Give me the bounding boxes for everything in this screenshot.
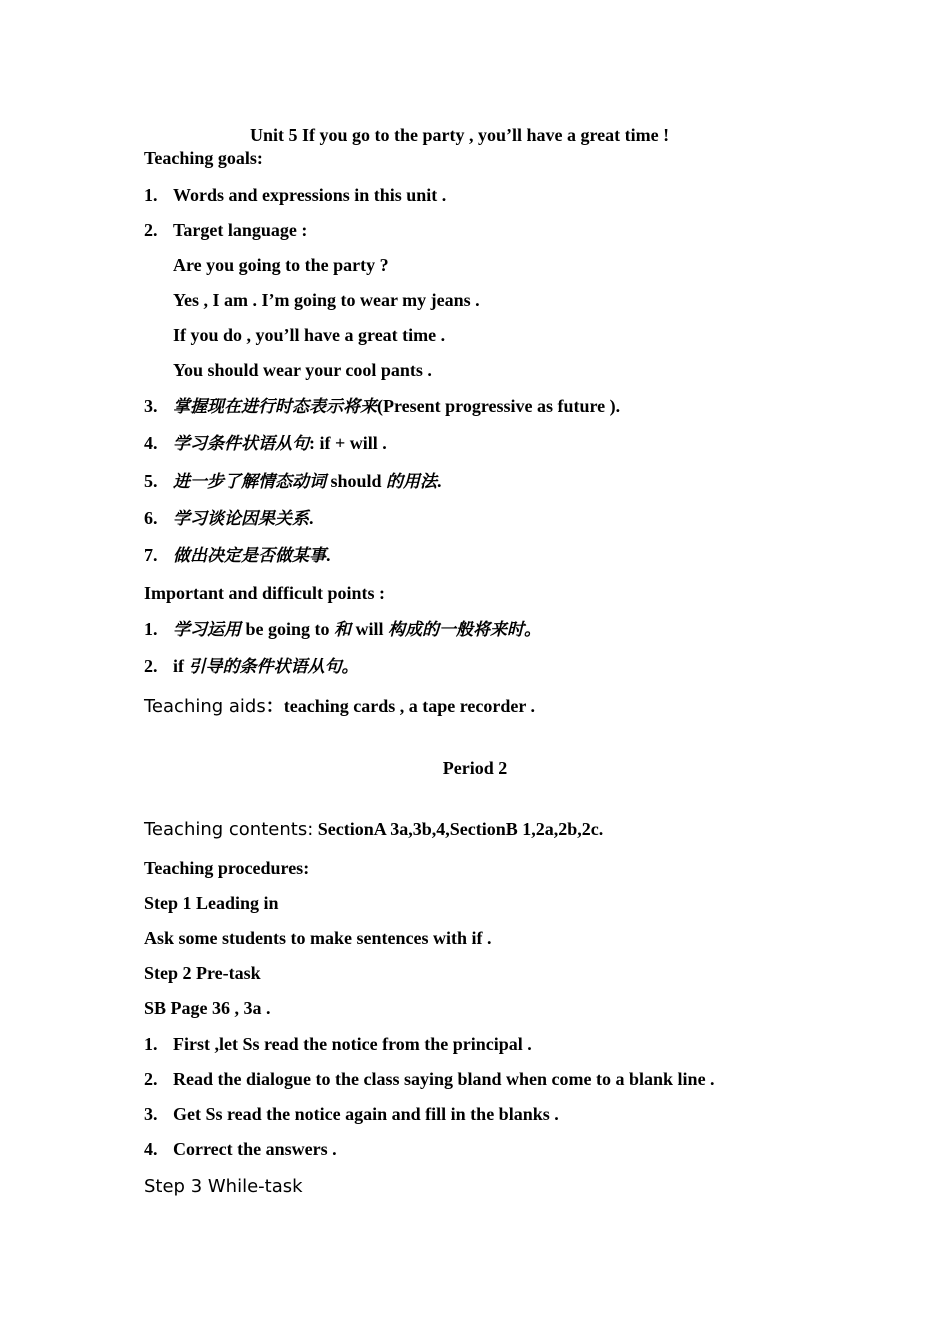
goal-number: 6. [144, 508, 158, 528]
period-title: Period 2 [442, 758, 508, 778]
procedure-number: 2. [144, 1069, 158, 1089]
goal-number: 2. [144, 220, 158, 240]
step-2-text: SB Page 36 , 3a . [144, 998, 271, 1018]
target-line: You should wear your cool pants . [173, 360, 432, 380]
goal-text [173, 432, 387, 455]
procedure-number: 1. [144, 1034, 158, 1054]
teaching-contents-text: SectionA 3a,3b,4,SectionB 1,2a,2b,2c. [313, 819, 604, 839]
points-heading: Important and difficult points : [144, 583, 386, 603]
goal-text-latin: . [437, 471, 442, 491]
teaching-aids-label: Teaching aids [144, 696, 266, 717]
point-number: 2. [144, 656, 158, 676]
step-3-heading: Step 3 While-task [144, 1176, 303, 1197]
goal-number: 3. [144, 396, 158, 416]
goal-text-cjk: 掌握现在进行时态表示将来 [173, 397, 377, 417]
goal-number: 7. [144, 545, 158, 565]
point-text [173, 655, 359, 678]
point-text-latin: if [173, 656, 189, 676]
goal-text-cjk: 学习谈论因果关系 [173, 509, 309, 529]
goal-number: 4. [144, 433, 158, 453]
goal-text [173, 395, 620, 418]
goal-text-latin: (Present progressive as future ). [377, 396, 621, 416]
document-title: Unit 5 If you go to the party , you’ll have a great time ! [250, 125, 670, 145]
goal-text-latin: . [326, 545, 331, 565]
step-1-heading: Step 1 Leading in [144, 893, 279, 913]
goal-text-cjk: 做出决定是否做某事 [173, 546, 326, 566]
point-text-latin: will [351, 619, 389, 639]
target-line: If you do , you’ll have a great time . [173, 325, 446, 345]
goal-text [173, 507, 314, 530]
target-line: Are you going to the party ? [173, 255, 389, 275]
goal-text [173, 470, 442, 493]
procedure-text: Correct the answers . [173, 1139, 337, 1159]
target-line: Yes , I am . I’m going to wear my jeans . [173, 290, 480, 310]
goal-text-cjk: 学习条件状语从句 [173, 434, 309, 454]
teaching-aids [144, 695, 535, 718]
goal-number: 1. [144, 185, 158, 205]
procedure-text: Read the dialogue to the class saying bland when come to a blank line . [173, 1069, 715, 1089]
point-text-cjk: 和 [334, 620, 352, 640]
goal-text: Words and expressions in this unit . [173, 185, 447, 205]
goal-text-cjk: 进一步了解情态动词 [173, 472, 326, 492]
goal-text [173, 544, 331, 567]
teaching-goals-heading: Teaching goals: [144, 148, 263, 168]
procedures-heading: Teaching procedures: [144, 858, 310, 878]
point-number: 1. [144, 619, 158, 639]
point-text [173, 618, 541, 641]
point-text-cjk: 学习运用 [173, 620, 241, 640]
teaching-contents-label: Teaching contents: [144, 819, 314, 840]
goal-text-latin: : if + will . [309, 433, 387, 453]
procedure-text: First ,let Ss read the notice from the principal . [173, 1034, 532, 1054]
point-text-latin: be going to [241, 619, 335, 639]
goal-text-latin: should [326, 471, 387, 491]
goal-text-cjk: 的用法 [386, 472, 438, 492]
goal-text: Target language : [173, 220, 308, 240]
goal-number: 5. [144, 471, 158, 491]
teaching-aids-text: ：teaching cards , a tape recorder . [265, 696, 536, 716]
step-2-heading: Step 2 Pre-task [144, 963, 261, 983]
step-1-text: Ask some students to make sentences with if . [144, 928, 492, 948]
procedure-number: 4. [144, 1139, 158, 1159]
point-text-cjk: 构成的一般将来时。 [388, 620, 542, 640]
point-text-cjk: 引导的条件状语从句。 [188, 657, 359, 677]
teaching-contents [144, 818, 603, 841]
goal-text-latin: . [309, 508, 314, 528]
procedure-number: 3. [144, 1104, 158, 1124]
procedure-text: Get Ss read the notice again and fill in the blanks . [173, 1104, 559, 1124]
